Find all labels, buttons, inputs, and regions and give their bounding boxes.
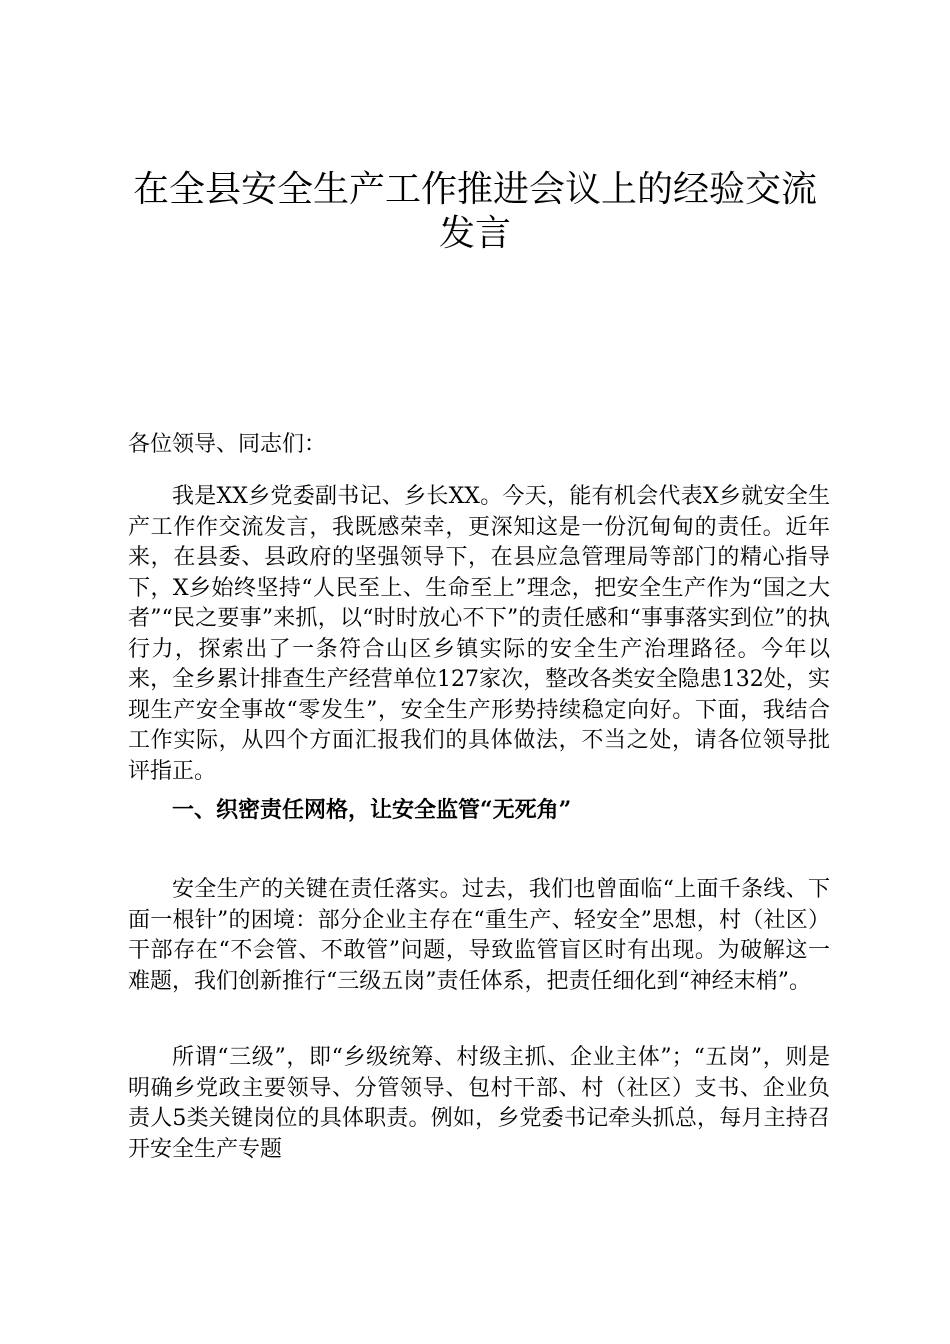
document-title: 在全县安全生产工作推进会议上的经验交流发言 [132,169,817,254]
section-heading: 一、织密责任网格，让安全监管“无死角” [172,797,572,823]
paragraph-responsibility: 安全生产的关键在责任落实。过去，我们也曾面临“上面千条线、下面一根针”的困境：部分企业主存在“重生产、轻安全”思想，村（社区）干部存在“不会管、不敢管”问题，导致监管盲区时有出现。为破解这一难题，我们创新推行“三级五岗”责任体系，把责任细化到“神经末梢”。 [128,877,830,994]
paragraph-intro: 我是XX乡党委副书记、乡长XX。今天，能有机会代表X乡就安全生产工作作交流发言，我既感荣幸，更深知这是一份沉甸甸的责任。近年来，在县委、县政府的坚强领导下，在县应急管理局等部门的精心指导下，X乡始终坚持“人民至上、生命至上”理念，把安全生产作为“国之大者”“民之要事”来抓，以“时时放心不下”的责任感和“事事落实到位”的执行力，探索出了一条符合山区乡镇实际的安全生产治理路径。今年以来，全乡累计排查生产经营单位127家次，整改各类安全隐患132处，实现生产安全事故“零发生”，安全生产形势持续稳定向好。下面，我结合工作实际，从四个方面汇报我们的具体做法，不当之处，请各位领导批评指正。 [128,484,830,784]
salutation: 各位领导、同志们： [128,432,327,457]
paragraph-three-levels: 所谓“三级”，即“乡级统筹、村级主抓、企业主体”；“五岗”，则是明确乡党政主要领导、分管领导、包村干部、村（社区）支书、企业负责人5类关键岗位的具体职责。例如，乡党委书记牵头抓总，每月主持召开安全生产专题 [128,1045,831,1162]
